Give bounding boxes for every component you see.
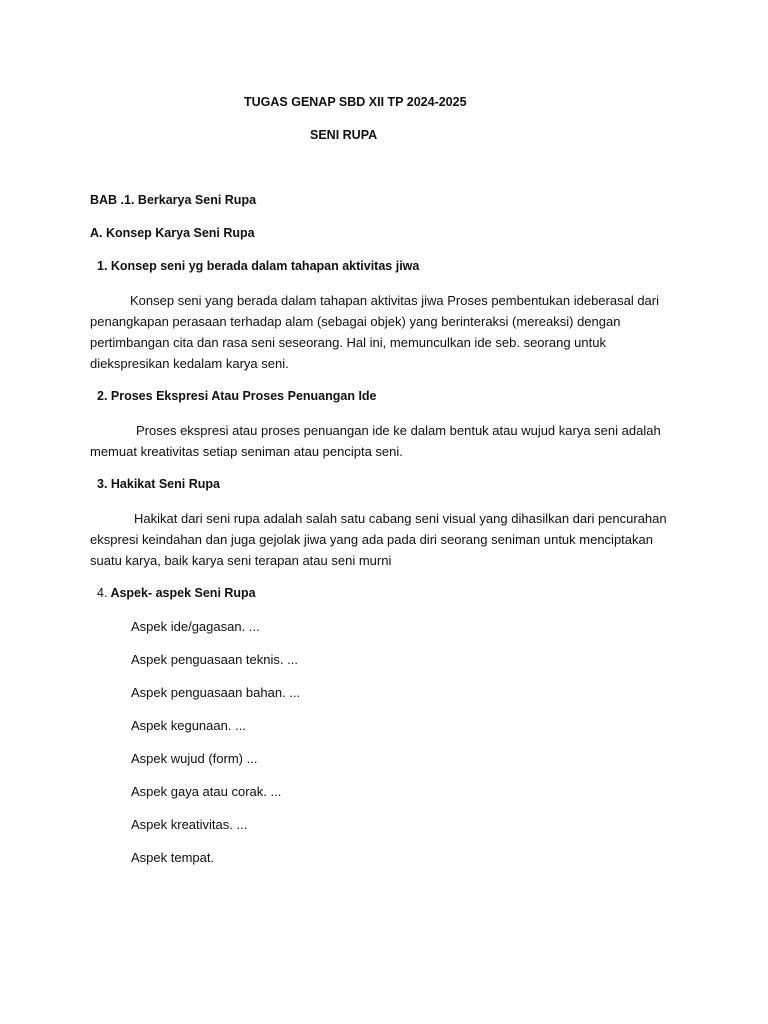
- list-item: Aspek penguasaan teknis. ...: [131, 652, 298, 667]
- item-heading-4-number: 4.: [97, 586, 108, 600]
- list-item: Aspek gaya atau corak. ...: [131, 784, 282, 799]
- list-item: Aspek ide/gagasan. ...: [131, 619, 260, 634]
- item-heading-1: 1. Konsep seni yg berada dalam tahapan aktivitas jiwa: [97, 259, 420, 273]
- item-heading-3: 3. Hakikat Seni Rupa: [97, 477, 220, 491]
- document-body: [90, 192, 680, 882]
- item-heading-4-text: Aspek- aspek Seni Rupa: [107, 586, 256, 600]
- item-paragraph-1: [90, 290, 680, 374]
- item-paragraph-3: [90, 508, 680, 571]
- document-title: TUGAS GENAP SBD XII TP 2024-2025: [244, 95, 467, 109]
- item-paragraph-2-text: Proses ekspresi atau proses penuangan ide ke dalam bentuk atau wujud karya seni adalah memuat kreativitas setiap seniman atau pencipta seni.: [90, 423, 661, 459]
- list-item: Aspek penguasaan bahan. ...: [131, 685, 301, 700]
- document-subtitle: SENI RUPA: [310, 128, 378, 142]
- item-paragraph-1-text: Konsep seni yang berada dalam tahapan aktivitas jiwa Proses pembentukan ideberasal dari penangkapan perasaan terhadap alam (sebagai objek) yang berinteraksi (mereaksi) dengan pertimbangan cita dan rasa seni seseorang. Hal ini, memunculkan ide seb. seorang untuk diekspresikan kedalam karya seni.: [90, 293, 659, 371]
- item-paragraph-3-text: Hakikat dari seni rupa adalah salah satu cabang seni visual yang dihasilkan dari pencurahan ekspresi keindahan dan juga gejolak jiwa yang ada pada diri seorang seniman untuk menciptakan suatu karya, baik karya seni terapan atau seni murni: [90, 511, 667, 568]
- item-heading-4: [90, 585, 680, 602]
- section-heading: A. Konsep Karya Seni Rupa: [90, 226, 255, 240]
- item-heading-2: 2. Proses Ekspresi Atau Proses Penuangan Ide: [97, 389, 377, 403]
- list-item: Aspek wujud (form) ...: [131, 751, 258, 766]
- item-paragraph-2: [90, 420, 680, 462]
- chapter-heading: BAB .1. Berkarya Seni Rupa: [90, 193, 257, 207]
- list-item: Aspek kreativitas. ...: [131, 817, 248, 832]
- aspect-list: [90, 618, 680, 866]
- list-item: Aspek kegunaan. ...: [131, 718, 246, 733]
- list-item: Aspek tempat.: [131, 850, 215, 865]
